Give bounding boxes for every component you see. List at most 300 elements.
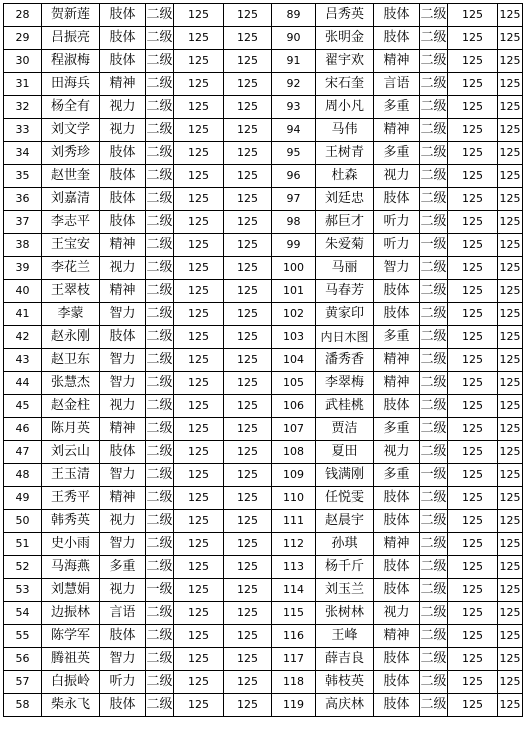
right-disability-level-cell: 二级 — [420, 257, 448, 280]
left-amount-1-cell: 125 — [174, 694, 224, 717]
right-amount-1-cell: 125 — [448, 418, 498, 441]
right-disability-level-cell: 二级 — [420, 119, 448, 142]
right-serial-number-cell: 118 — [272, 671, 316, 694]
right-disability-type-cell: 视力 — [374, 165, 420, 188]
right-disability-type-cell: 视力 — [374, 602, 420, 625]
table-row — [4, 648, 523, 671]
right-disability-type-cell: 多重 — [374, 96, 420, 119]
right-amount-1-cell: 125 — [448, 280, 498, 303]
left-person-name-cell: 刘慧娟 — [42, 579, 100, 602]
left-disability-type-cell: 肢体 — [100, 27, 146, 50]
right-amount-2-cell: 125 — [498, 372, 523, 395]
left-serial-number-cell: 55 — [4, 625, 42, 648]
left-amount-2-cell: 125 — [224, 464, 272, 487]
right-disability-type-cell: 听力 — [374, 211, 420, 234]
right-serial-number-cell: 94 — [272, 119, 316, 142]
right-amount-1-cell: 125 — [448, 73, 498, 96]
left-amount-1-cell: 125 — [174, 372, 224, 395]
right-person-name-cell: 马伟 — [316, 119, 374, 142]
left-disability-level-cell: 二级 — [146, 349, 174, 372]
left-amount-2-cell: 125 — [224, 510, 272, 533]
left-serial-number-cell: 54 — [4, 602, 42, 625]
right-amount-1-cell: 125 — [448, 395, 498, 418]
left-person-name-cell: 王翠枝 — [42, 280, 100, 303]
left-amount-2-cell: 125 — [224, 441, 272, 464]
right-person-name-cell: 孙琪 — [316, 533, 374, 556]
right-amount-2-cell: 125 — [498, 556, 523, 579]
right-disability-level-cell: 二级 — [420, 579, 448, 602]
right-disability-type-cell: 肢体 — [374, 280, 420, 303]
right-disability-type-cell: 精神 — [374, 119, 420, 142]
left-disability-type-cell: 肢体 — [100, 441, 146, 464]
right-amount-1-cell: 125 — [448, 694, 498, 717]
right-amount-2-cell: 125 — [498, 257, 523, 280]
left-amount-1-cell: 125 — [174, 211, 224, 234]
right-amount-1-cell: 125 — [448, 257, 498, 280]
right-disability-type-cell: 言语 — [374, 73, 420, 96]
left-amount-1-cell: 125 — [174, 418, 224, 441]
left-amount-1-cell: 125 — [174, 188, 224, 211]
left-amount-1-cell: 125 — [174, 4, 224, 27]
right-amount-2-cell: 125 — [498, 671, 523, 694]
right-person-name-cell: 王树青 — [316, 142, 374, 165]
right-serial-number-cell: 111 — [272, 510, 316, 533]
left-person-name-cell: 王宝安 — [42, 234, 100, 257]
left-amount-2-cell: 125 — [224, 303, 272, 326]
right-amount-2-cell: 125 — [498, 234, 523, 257]
table-row — [4, 234, 523, 257]
right-serial-number-cell: 92 — [272, 73, 316, 96]
left-disability-type-cell: 肢体 — [100, 625, 146, 648]
right-disability-level-cell: 二级 — [420, 533, 448, 556]
subsidy-table — [3, 3, 523, 717]
right-disability-level-cell: 二级 — [420, 188, 448, 211]
right-amount-1-cell: 125 — [448, 303, 498, 326]
left-amount-1-cell: 125 — [174, 234, 224, 257]
right-person-name-cell: 郝巨才 — [316, 211, 374, 234]
right-disability-level-cell: 二级 — [420, 556, 448, 579]
left-serial-number-cell: 30 — [4, 50, 42, 73]
right-person-name-cell: 武桂桃 — [316, 395, 374, 418]
right-amount-1-cell: 125 — [448, 142, 498, 165]
left-amount-1-cell: 125 — [174, 579, 224, 602]
left-serial-number-cell: 47 — [4, 441, 42, 464]
right-person-name-cell: 钱满刚 — [316, 464, 374, 487]
left-amount-1-cell: 125 — [174, 303, 224, 326]
left-disability-level-cell: 二级 — [146, 671, 174, 694]
left-amount-2-cell: 125 — [224, 556, 272, 579]
left-disability-type-cell: 言语 — [100, 602, 146, 625]
left-person-name-cell: 刘嘉清 — [42, 188, 100, 211]
right-disability-level-cell: 二级 — [420, 694, 448, 717]
left-serial-number-cell: 32 — [4, 96, 42, 119]
left-serial-number-cell: 37 — [4, 211, 42, 234]
right-disability-type-cell: 肢体 — [374, 188, 420, 211]
right-disability-level-cell: 二级 — [420, 602, 448, 625]
left-disability-level-cell: 一级 — [146, 579, 174, 602]
right-serial-number-cell: 97 — [272, 188, 316, 211]
left-disability-type-cell: 视力 — [100, 119, 146, 142]
right-disability-level-cell: 二级 — [420, 165, 448, 188]
left-disability-type-cell: 听力 — [100, 671, 146, 694]
right-amount-1-cell: 125 — [448, 464, 498, 487]
right-disability-level-cell: 二级 — [420, 487, 448, 510]
left-disability-level-cell: 二级 — [146, 602, 174, 625]
right-person-name-cell: 内日木图 — [316, 326, 374, 349]
left-disability-level-cell: 二级 — [146, 694, 174, 717]
left-disability-type-cell: 视力 — [100, 579, 146, 602]
left-disability-type-cell: 肢体 — [100, 326, 146, 349]
table-row — [4, 73, 523, 96]
left-amount-1-cell: 125 — [174, 671, 224, 694]
left-person-name-cell: 贺新莲 — [42, 4, 100, 27]
right-serial-number-cell: 113 — [272, 556, 316, 579]
left-serial-number-cell: 35 — [4, 165, 42, 188]
right-disability-level-cell: 二级 — [420, 211, 448, 234]
left-amount-2-cell: 125 — [224, 648, 272, 671]
right-serial-number-cell: 119 — [272, 694, 316, 717]
right-disability-type-cell: 肢体 — [374, 579, 420, 602]
left-amount-1-cell: 125 — [174, 142, 224, 165]
right-person-name-cell: 任悦雯 — [316, 487, 374, 510]
table-row — [4, 27, 523, 50]
left-disability-level-cell: 二级 — [146, 142, 174, 165]
left-disability-type-cell: 智力 — [100, 464, 146, 487]
left-disability-type-cell: 智力 — [100, 533, 146, 556]
right-amount-1-cell: 125 — [448, 119, 498, 142]
left-person-name-cell: 赵卫东 — [42, 349, 100, 372]
right-serial-number-cell: 90 — [272, 27, 316, 50]
table-row — [4, 625, 523, 648]
left-amount-1-cell: 125 — [174, 533, 224, 556]
right-amount-1-cell: 125 — [448, 4, 498, 27]
right-amount-1-cell: 125 — [448, 234, 498, 257]
right-amount-2-cell: 125 — [498, 119, 523, 142]
left-amount-2-cell: 125 — [224, 280, 272, 303]
right-amount-1-cell: 125 — [448, 625, 498, 648]
left-serial-number-cell: 43 — [4, 349, 42, 372]
left-amount-2-cell: 125 — [224, 349, 272, 372]
table-row — [4, 257, 523, 280]
left-disability-level-cell: 二级 — [146, 73, 174, 96]
right-amount-1-cell: 125 — [448, 579, 498, 602]
right-disability-level-cell: 二级 — [420, 326, 448, 349]
right-disability-level-cell: 二级 — [420, 4, 448, 27]
left-amount-2-cell: 125 — [224, 96, 272, 119]
table-row — [4, 4, 523, 27]
left-disability-type-cell: 精神 — [100, 418, 146, 441]
right-amount-2-cell: 125 — [498, 27, 523, 50]
right-disability-type-cell: 听力 — [374, 234, 420, 257]
right-disability-type-cell: 多重 — [374, 142, 420, 165]
table-row — [4, 142, 523, 165]
left-person-name-cell: 白振岭 — [42, 671, 100, 694]
left-disability-level-cell: 二级 — [146, 280, 174, 303]
left-amount-2-cell: 125 — [224, 395, 272, 418]
left-disability-level-cell: 二级 — [146, 395, 174, 418]
right-amount-2-cell: 125 — [498, 165, 523, 188]
right-person-name-cell: 赵晨宇 — [316, 510, 374, 533]
table-row — [4, 165, 523, 188]
right-disability-level-cell: 二级 — [420, 671, 448, 694]
left-amount-1-cell: 125 — [174, 280, 224, 303]
right-disability-type-cell: 肢体 — [374, 556, 420, 579]
right-amount-2-cell: 125 — [498, 188, 523, 211]
left-disability-level-cell: 二级 — [146, 464, 174, 487]
right-amount-1-cell: 125 — [448, 671, 498, 694]
left-disability-level-cell: 二级 — [146, 648, 174, 671]
right-serial-number-cell: 108 — [272, 441, 316, 464]
right-amount-2-cell: 125 — [498, 280, 523, 303]
left-amount-2-cell: 125 — [224, 625, 272, 648]
right-serial-number-cell: 114 — [272, 579, 316, 602]
left-serial-number-cell: 52 — [4, 556, 42, 579]
right-person-name-cell: 马丽 — [316, 257, 374, 280]
left-amount-2-cell: 125 — [224, 234, 272, 257]
left-amount-2-cell: 125 — [224, 694, 272, 717]
right-serial-number-cell: 101 — [272, 280, 316, 303]
right-person-name-cell: 周小凡 — [316, 96, 374, 119]
left-amount-1-cell: 125 — [174, 119, 224, 142]
right-disability-type-cell: 肢体 — [374, 487, 420, 510]
right-amount-2-cell: 125 — [498, 602, 523, 625]
table-row — [4, 671, 523, 694]
left-disability-type-cell: 肢体 — [100, 694, 146, 717]
right-person-name-cell: 刘玉兰 — [316, 579, 374, 602]
table-row — [4, 441, 523, 464]
right-serial-number-cell: 117 — [272, 648, 316, 671]
left-amount-1-cell: 125 — [174, 349, 224, 372]
right-serial-number-cell: 106 — [272, 395, 316, 418]
left-serial-number-cell: 33 — [4, 119, 42, 142]
left-person-name-cell: 陈学军 — [42, 625, 100, 648]
left-person-name-cell: 赵永刚 — [42, 326, 100, 349]
left-person-name-cell: 李花兰 — [42, 257, 100, 280]
left-serial-number-cell: 50 — [4, 510, 42, 533]
right-amount-1-cell: 125 — [448, 27, 498, 50]
table-row — [4, 96, 523, 119]
right-disability-type-cell: 肢体 — [374, 510, 420, 533]
right-serial-number-cell: 100 — [272, 257, 316, 280]
left-amount-1-cell: 125 — [174, 395, 224, 418]
right-disability-level-cell: 二级 — [420, 280, 448, 303]
right-amount-1-cell: 125 — [448, 441, 498, 464]
left-amount-1-cell: 125 — [174, 73, 224, 96]
left-disability-level-cell: 二级 — [146, 27, 174, 50]
right-amount-2-cell: 125 — [498, 142, 523, 165]
left-amount-1-cell: 125 — [174, 625, 224, 648]
left-disability-type-cell: 肢体 — [100, 165, 146, 188]
right-disability-level-cell: 二级 — [420, 50, 448, 73]
left-amount-2-cell: 125 — [224, 372, 272, 395]
right-amount-2-cell: 125 — [498, 418, 523, 441]
left-amount-1-cell: 125 — [174, 510, 224, 533]
left-person-name-cell: 柴永飞 — [42, 694, 100, 717]
left-serial-number-cell: 53 — [4, 579, 42, 602]
left-amount-2-cell: 125 — [224, 533, 272, 556]
left-disability-level-cell: 二级 — [146, 96, 174, 119]
right-amount-1-cell: 125 — [448, 510, 498, 533]
left-disability-level-cell: 二级 — [146, 188, 174, 211]
left-person-name-cell: 李蒙 — [42, 303, 100, 326]
right-person-name-cell: 薛吉良 — [316, 648, 374, 671]
right-disability-level-cell: 二级 — [420, 625, 448, 648]
right-person-name-cell: 韩枝英 — [316, 671, 374, 694]
left-amount-2-cell: 125 — [224, 119, 272, 142]
table-row — [4, 464, 523, 487]
left-serial-number-cell: 48 — [4, 464, 42, 487]
table-body — [4, 4, 523, 717]
left-disability-type-cell: 视力 — [100, 510, 146, 533]
right-amount-2-cell: 125 — [498, 533, 523, 556]
right-amount-2-cell: 125 — [498, 487, 523, 510]
right-serial-number-cell: 107 — [272, 418, 316, 441]
right-amount-1-cell: 125 — [448, 487, 498, 510]
left-amount-1-cell: 125 — [174, 96, 224, 119]
table-row — [4, 188, 523, 211]
right-amount-1-cell: 125 — [448, 372, 498, 395]
right-person-name-cell: 杜森 — [316, 165, 374, 188]
right-amount-2-cell: 125 — [498, 579, 523, 602]
left-serial-number-cell: 41 — [4, 303, 42, 326]
right-serial-number-cell: 104 — [272, 349, 316, 372]
left-amount-1-cell: 125 — [174, 441, 224, 464]
left-disability-type-cell: 精神 — [100, 234, 146, 257]
left-person-name-cell: 吕振亮 — [42, 27, 100, 50]
left-person-name-cell: 史小雨 — [42, 533, 100, 556]
left-person-name-cell: 赵世奎 — [42, 165, 100, 188]
right-disability-type-cell: 精神 — [374, 533, 420, 556]
right-serial-number-cell: 89 — [272, 4, 316, 27]
left-serial-number-cell: 57 — [4, 671, 42, 694]
right-amount-1-cell: 125 — [448, 556, 498, 579]
right-person-name-cell: 杨千斤 — [316, 556, 374, 579]
right-amount-1-cell: 125 — [448, 96, 498, 119]
table-row — [4, 372, 523, 395]
left-disability-type-cell: 智力 — [100, 648, 146, 671]
left-disability-type-cell: 智力 — [100, 372, 146, 395]
left-person-name-cell: 韩秀英 — [42, 510, 100, 533]
right-disability-type-cell: 肢体 — [374, 303, 420, 326]
right-disability-type-cell: 精神 — [374, 625, 420, 648]
left-amount-2-cell: 125 — [224, 50, 272, 73]
left-serial-number-cell: 38 — [4, 234, 42, 257]
left-serial-number-cell: 44 — [4, 372, 42, 395]
right-disability-level-cell: 二级 — [420, 441, 448, 464]
left-person-name-cell: 张慧杰 — [42, 372, 100, 395]
left-person-name-cell: 田海兵 — [42, 73, 100, 96]
left-serial-number-cell: 40 — [4, 280, 42, 303]
right-person-name-cell: 马春芳 — [316, 280, 374, 303]
right-amount-2-cell: 125 — [498, 96, 523, 119]
left-serial-number-cell: 31 — [4, 73, 42, 96]
right-disability-level-cell: 二级 — [420, 372, 448, 395]
left-person-name-cell: 刘云山 — [42, 441, 100, 464]
right-amount-2-cell: 125 — [498, 349, 523, 372]
left-person-name-cell: 王玉清 — [42, 464, 100, 487]
right-person-name-cell: 王峰 — [316, 625, 374, 648]
left-amount-2-cell: 125 — [224, 142, 272, 165]
table-row — [4, 579, 523, 602]
right-person-name-cell: 李翠梅 — [316, 372, 374, 395]
table-row — [4, 487, 523, 510]
right-disability-type-cell: 精神 — [374, 349, 420, 372]
right-disability-level-cell: 二级 — [420, 648, 448, 671]
right-disability-level-cell: 二级 — [420, 27, 448, 50]
right-amount-2-cell: 125 — [498, 625, 523, 648]
left-person-name-cell: 边振林 — [42, 602, 100, 625]
left-disability-level-cell: 二级 — [146, 303, 174, 326]
right-amount-2-cell: 125 — [498, 211, 523, 234]
right-disability-type-cell: 视力 — [374, 441, 420, 464]
right-disability-level-cell: 二级 — [420, 142, 448, 165]
right-amount-2-cell: 125 — [498, 510, 523, 533]
left-person-name-cell: 杨全有 — [42, 96, 100, 119]
right-serial-number-cell: 95 — [272, 142, 316, 165]
table-row — [4, 395, 523, 418]
left-disability-type-cell: 多重 — [100, 556, 146, 579]
right-person-name-cell: 翟宇欢 — [316, 50, 374, 73]
left-disability-type-cell: 肢体 — [100, 211, 146, 234]
right-person-name-cell: 张明金 — [316, 27, 374, 50]
left-person-name-cell: 李志平 — [42, 211, 100, 234]
left-disability-level-cell: 二级 — [146, 533, 174, 556]
left-disability-type-cell: 精神 — [100, 73, 146, 96]
right-person-name-cell: 夏田 — [316, 441, 374, 464]
left-amount-1-cell: 125 — [174, 487, 224, 510]
right-amount-2-cell: 125 — [498, 303, 523, 326]
table-row — [4, 119, 523, 142]
left-person-name-cell: 马海燕 — [42, 556, 100, 579]
table-row — [4, 602, 523, 625]
left-disability-level-cell: 二级 — [146, 234, 174, 257]
left-amount-1-cell: 125 — [174, 27, 224, 50]
right-disability-type-cell: 智力 — [374, 257, 420, 280]
left-disability-type-cell: 视力 — [100, 257, 146, 280]
right-person-name-cell: 宋石奎 — [316, 73, 374, 96]
left-disability-level-cell: 二级 — [146, 211, 174, 234]
left-serial-number-cell: 51 — [4, 533, 42, 556]
right-disability-level-cell: 二级 — [420, 303, 448, 326]
right-serial-number-cell: 91 — [272, 50, 316, 73]
right-disability-level-cell: 二级 — [420, 349, 448, 372]
left-amount-1-cell: 125 — [174, 50, 224, 73]
right-disability-type-cell: 精神 — [374, 372, 420, 395]
right-disability-type-cell: 肢体 — [374, 648, 420, 671]
left-disability-type-cell: 精神 — [100, 487, 146, 510]
left-amount-1-cell: 125 — [174, 602, 224, 625]
right-disability-type-cell: 肢体 — [374, 395, 420, 418]
left-disability-level-cell: 二级 — [146, 556, 174, 579]
left-amount-2-cell: 125 — [224, 418, 272, 441]
left-disability-level-cell: 二级 — [146, 372, 174, 395]
right-disability-level-cell: 二级 — [420, 395, 448, 418]
left-serial-number-cell: 42 — [4, 326, 42, 349]
left-amount-1-cell: 125 — [174, 464, 224, 487]
right-amount-1-cell: 125 — [448, 188, 498, 211]
right-amount-2-cell: 125 — [498, 73, 523, 96]
right-disability-type-cell: 多重 — [374, 464, 420, 487]
left-serial-number-cell: 34 — [4, 142, 42, 165]
left-amount-2-cell: 125 — [224, 671, 272, 694]
right-disability-type-cell: 精神 — [374, 50, 420, 73]
right-disability-type-cell: 肢体 — [374, 4, 420, 27]
left-amount-2-cell: 125 — [224, 487, 272, 510]
left-serial-number-cell: 45 — [4, 395, 42, 418]
left-disability-type-cell: 肢体 — [100, 4, 146, 27]
left-serial-number-cell: 28 — [4, 4, 42, 27]
left-disability-level-cell: 二级 — [146, 510, 174, 533]
